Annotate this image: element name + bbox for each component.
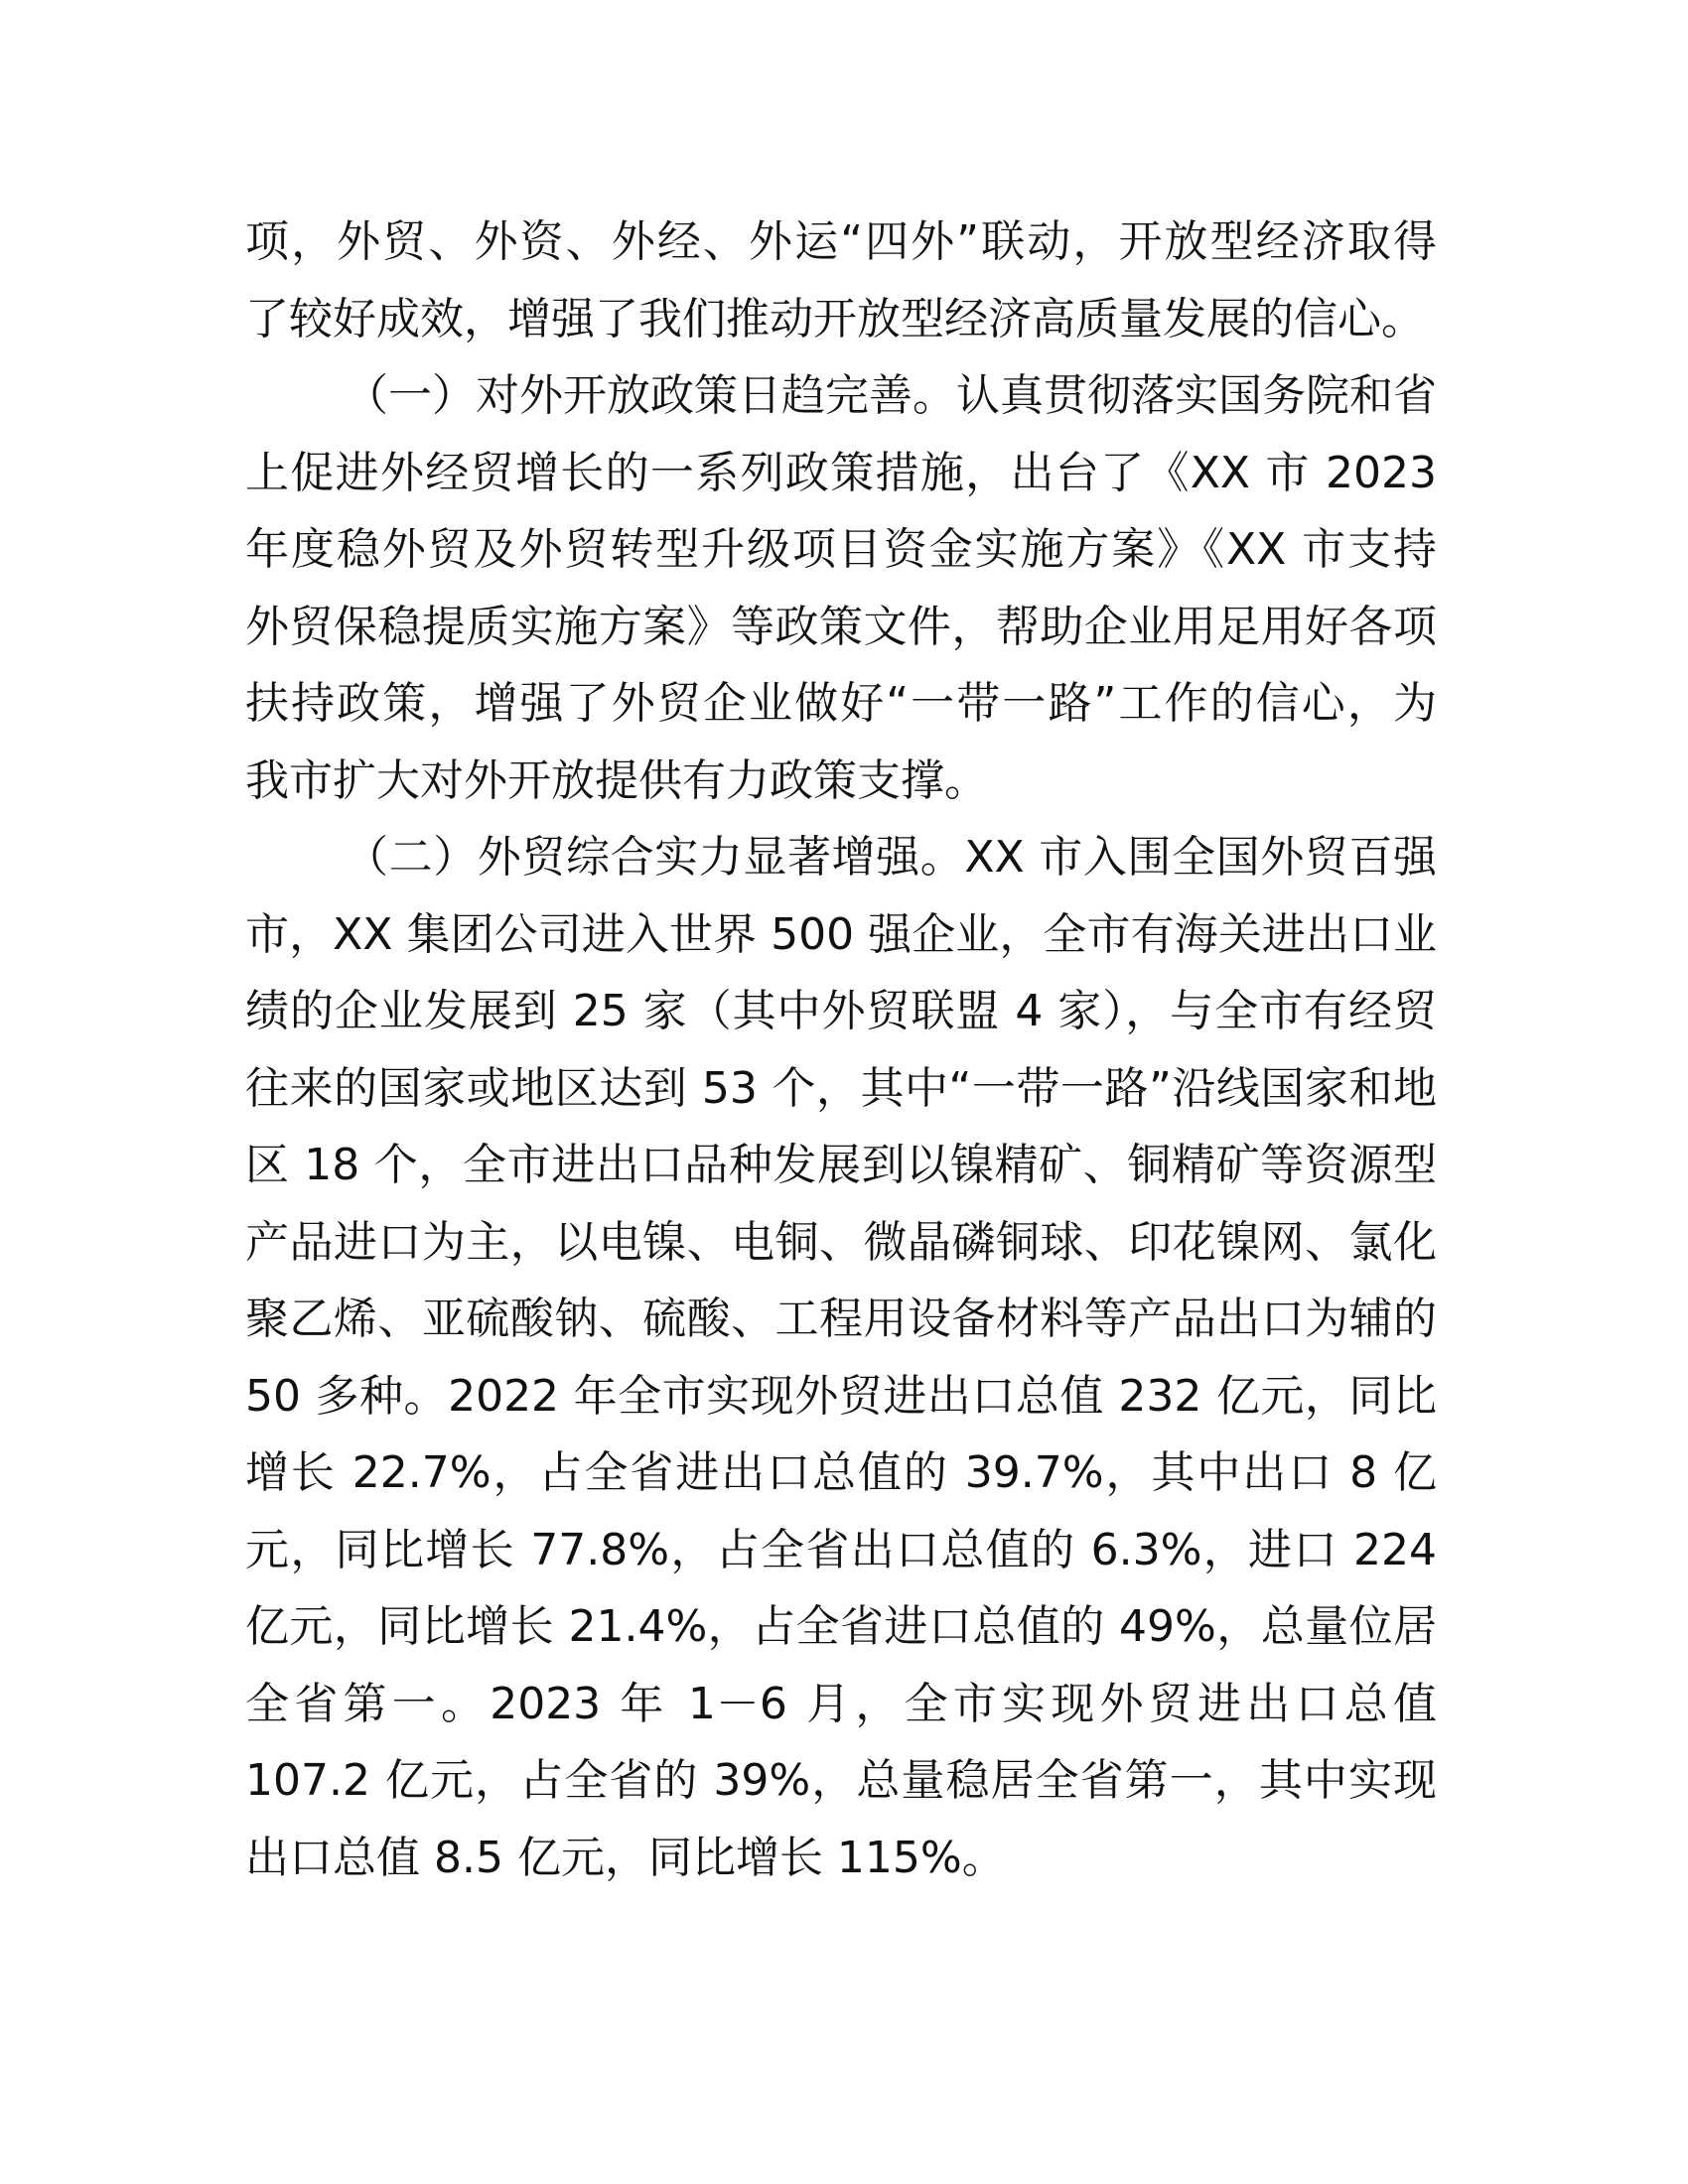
text-line: 107.2 亿元，占全省的 39%，总量稳居全省第一，其中实现 <box>245 1755 1437 1806</box>
text-line: 增长 22.7%，占全省进出口总值的 39.7%，其中出口 8 亿 <box>245 1447 1437 1498</box>
text-line: 了较好成效，增强了我们推动开放型经济高质量发展的信心。 <box>245 293 1425 344</box>
text-line: 扶持政策，增强了外贸企业做好“一带一路”工作的信心，为 <box>245 678 1437 729</box>
text-line: 外贸保稳提质实施方案》等政策文件，帮助企业用足用好各项 <box>245 601 1437 652</box>
text-line: 50 多种。2022 年全市实现外贸进出口总值 232 亿元，同比 <box>245 1370 1437 1422</box>
text-line: 项，外贸、外资、外经、外运“四外”联动，开放型经济取得 <box>245 216 1437 267</box>
text-line: 市，XX 集团公司进入世界 500 强企业，全市有海关进出口业 <box>245 908 1437 960</box>
text-line: 上促进外经贸增长的一系列政策措施，出台了《XX 市 2023 <box>245 447 1437 498</box>
paragraph-section-1 <box>245 357 1437 819</box>
text-line: 年度稳外贸及外贸转型升级项目资金实施方案》《XX 市支持 <box>245 524 1437 575</box>
text-line: 元，同比增长 77.8%，占全省出口总值的 6.3%，进口 224 <box>245 1524 1437 1575</box>
text-line: 产品进口为主，以电镍、电铜、微晶磷铜球、印花镍网、氯化 <box>245 1216 1437 1268</box>
text-line: 出口总值 8.5 亿元，同比增长 115%。 <box>245 1832 1006 1883</box>
text-line: 我市扩大对外开放提供有力政策支撑。 <box>245 754 988 806</box>
paragraph-section-2 <box>245 819 1437 1896</box>
text-line: 聚乙烯、亚硫酸钠、硫酸、工程用设备材料等产品出口为辅的 <box>245 1294 1437 1344</box>
text-line: 区 18 个，全市进出口品种发展到以镍精矿、铜精矿等资源型 <box>245 1140 1437 1190</box>
text-line: 往来的国家或地区达到 53 个，其中“一带一路”沿线国家和地 <box>245 1062 1437 1114</box>
text-line: 绩的企业发展到 25 家（其中外贸联盟 4 家），与全市有经贸 <box>245 986 1437 1036</box>
paragraph-intro <box>245 204 1437 357</box>
text-line: 全省第一。2023 年 1－6 月，全市实现外贸进出口总值 <box>245 1678 1437 1729</box>
text-line: 亿元，同比增长 21.4%，占全省进口总值的 49%，总量位居 <box>245 1601 1437 1652</box>
section-heading-line: （二）外贸综合实力显著增强。XX 市入围全国外贸百强 <box>345 832 1437 883</box>
document-body <box>245 204 1437 1896</box>
section-heading-line: （一）对外开放政策日趋完善。认真贯彻落实国务院和省 <box>345 370 1437 421</box>
